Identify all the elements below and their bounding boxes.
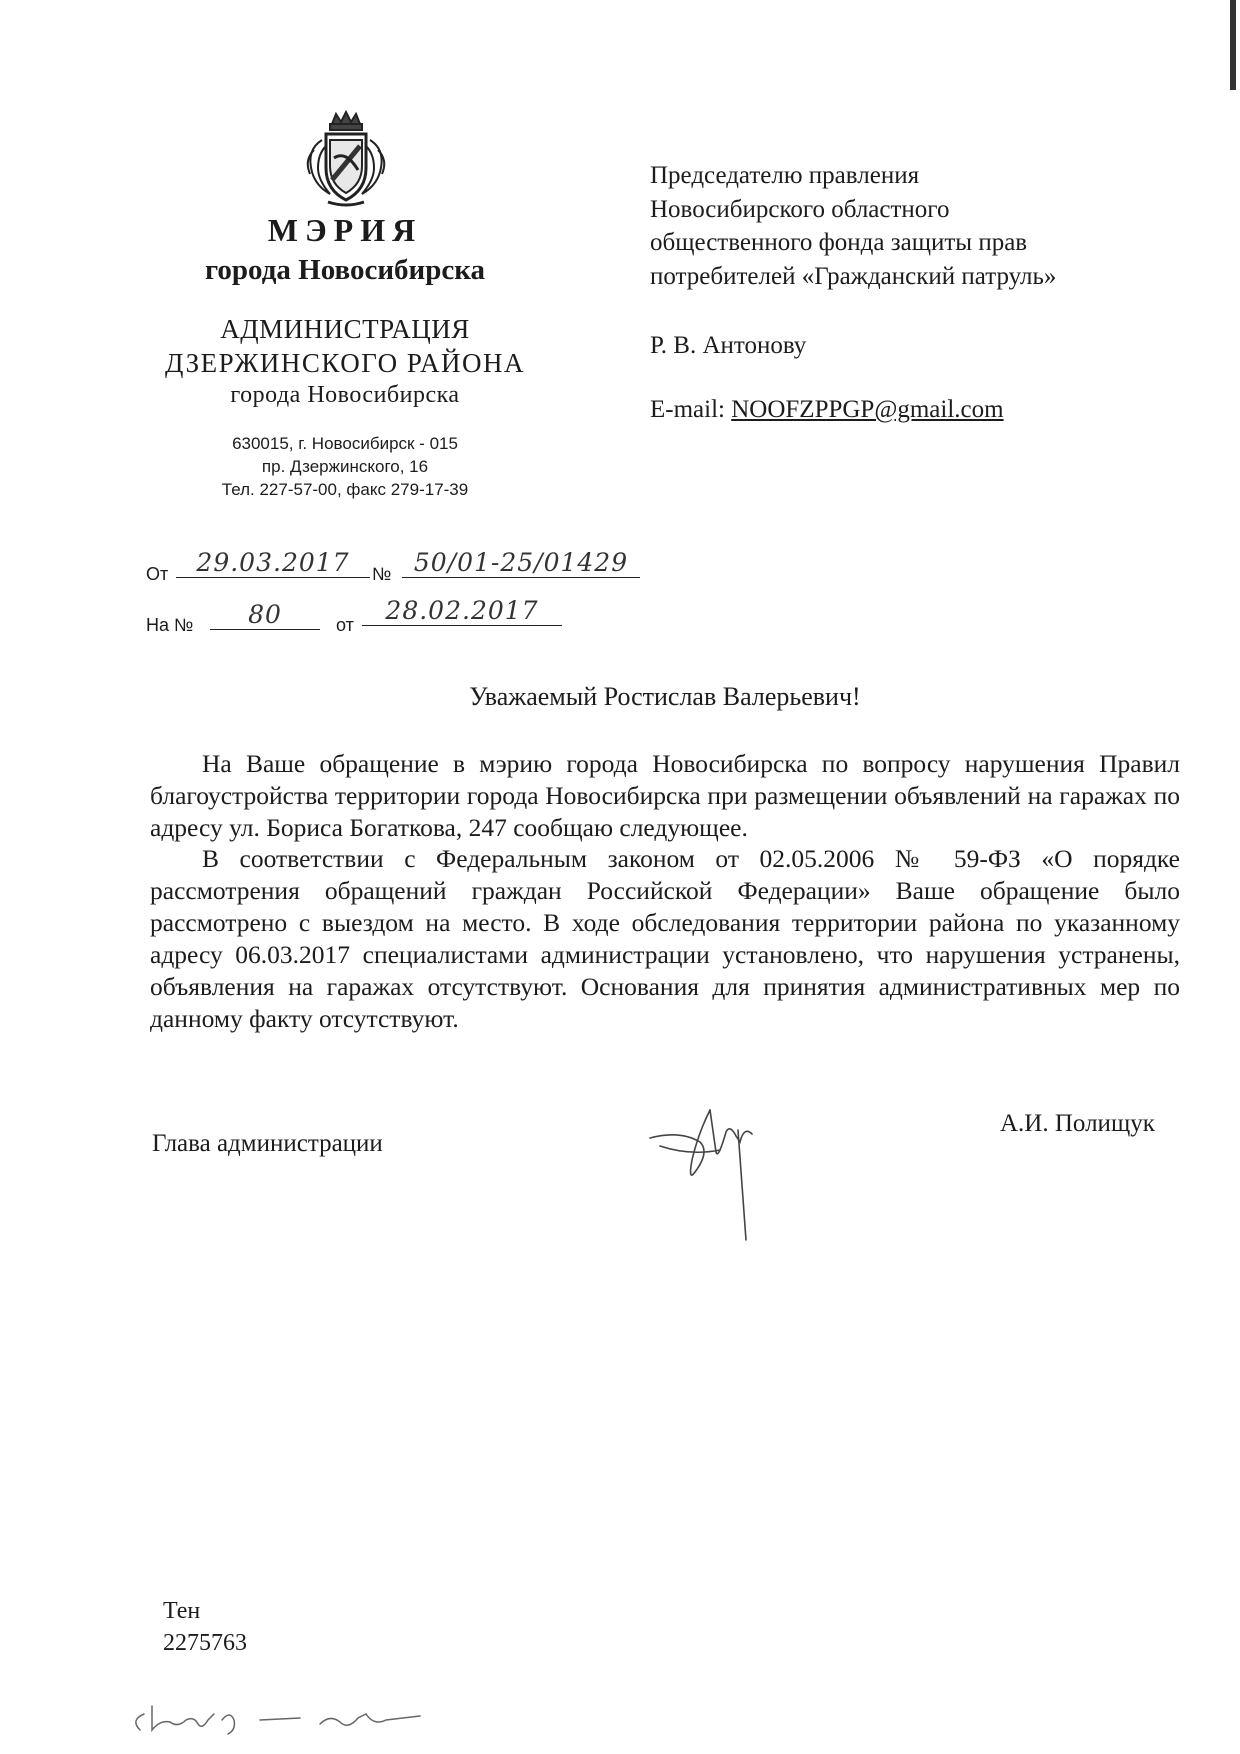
body-paragraph-2: В соответствии с Федеральным законом от 02.05.2006 № 59-ФЗ «О порядке рассмотрения обращений граждан Российской Федерации» Ваше обращение было рассмотрено с выездом на место. В ходе обследования территории района по указанному адресу 06.03.2017 специалистами администрации установлено, что нарушения устранены, объявления на гаражах отсутствуют. Основания для принятия административных мер по данному факту отсутствуют. [150,844,1180,1033]
addressee-line-3: общественного фонда защиты прав [650,229,1028,256]
mayor-office-title: МЭРИЯ [267,212,423,248]
administration-city: города Новосибирска [230,382,460,408]
administration-title: АДМИНИСТРАЦИЯ [220,314,470,344]
from-date: 29.03.2017 [176,548,370,578]
signer-title: Глава администрации [152,1130,383,1157]
addressee-name: Р. В. Антонову [650,332,807,359]
incoming-date-label: от [336,615,354,635]
body-paragraph-1: На Ваше обращение в мэрию города Новосибирска по вопросу нарушения Правил благоустройства территории города Новосибирска при размещении объявлений на гаражах по адресу ул. Бориса Богаткова, 247 сообщаю следующее. [150,749,1180,842]
outgoing-number: 50/01-25/01429 [402,548,640,578]
email-link[interactable]: NOOFZPPGP@gmail.com [731,396,1004,423]
executor-name: Тен [163,1598,201,1624]
administration-district: ДЗЕРЖИНСКОГО РАЙОНА [165,348,525,378]
address-phone-fax: Тел. 227-57-00, факс 279-17-39 [221,480,469,499]
outgoing-number-label: № [372,564,392,584]
incoming-number-label: На № [146,615,194,635]
mayor-office-city: города Новосибирска [204,254,486,286]
addressee-line-4: потребителей «Гражданский патруль» [650,263,1057,290]
executor-phone: 2275763 [163,1630,247,1656]
addressee-email-row [650,396,1004,424]
address-line-2: пр. Дзержинского, 16 [261,457,429,476]
from-date-label: От [146,564,169,584]
handwritten-note-scribble [130,1690,440,1740]
incoming-number: 80 [210,600,320,630]
greeting: Уважаемый Ростислав Валерьевич! [469,682,861,711]
signer-name: А.И. Полищук [1000,1110,1155,1137]
addressee-line-2: Новосибирского областного [650,196,950,223]
coat-of-arms-emblem [300,110,392,210]
incoming-date: 28.02.2017 [362,596,562,626]
address-line-1: 630015, г. Новосибирск - 015 [232,434,458,453]
handwritten-signature [640,1090,810,1260]
addressee-line-1: Председателю правления [650,162,920,189]
email-label: E-mail: [650,396,725,423]
scan-edge-mark [1230,0,1236,90]
